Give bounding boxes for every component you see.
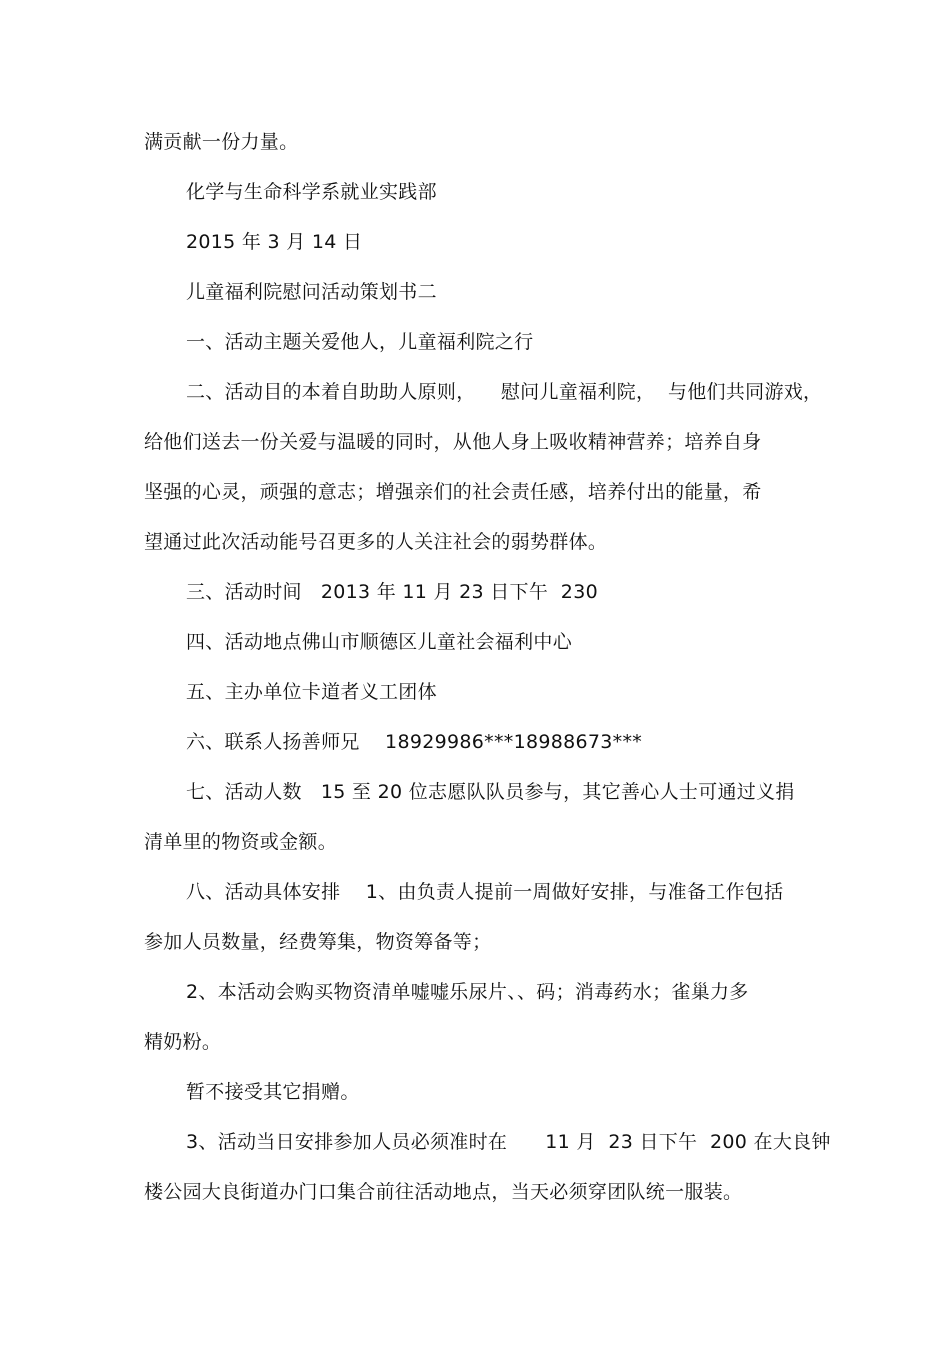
paragraph-line: 七、活动人数 15 至 20 位志愿队队员参与，其它善心人士可通过义捐 xyxy=(186,781,795,803)
paragraph-line: 坚强的心灵，顽强的意志；增强亲们的社会责任感，培养付出的能量，希 xyxy=(144,481,762,503)
paragraph-line: 四、活动地点佛山市顺德区儿童社会福利中心 xyxy=(186,631,573,653)
paragraph-line: 精奶粉。 xyxy=(144,1031,222,1053)
paragraph-line: 清单里的物资或金额。 xyxy=(144,831,338,853)
section-title: 儿童福利院慰问活动策划书二 xyxy=(186,281,437,303)
paragraph-line: 参加人员数量，经费筹集，物资筹备等； xyxy=(144,931,492,953)
signature-date: 2015 年 3 月 14 日 xyxy=(186,231,363,253)
paragraph-line: 给他们送去一份关爱与温暖的同时，从他人身上吸收精神营养；培养自身 xyxy=(144,431,762,453)
paragraph-line: 望通过此次活动能号召更多的人关注社会的弱势群体。 xyxy=(144,531,608,553)
paragraph-line: 五、主办单位卡道者义工团体 xyxy=(186,681,437,703)
paragraph-line: 六、联系人扬善师兄 18929986***18988673*** xyxy=(186,731,643,753)
paragraph-line: 八、活动具体安排 1、由负责人提前一周做好安排，与准备工作包括 xyxy=(186,881,784,903)
paragraph-line: 暂不接受其它捐赠。 xyxy=(186,1081,360,1103)
paragraph-line: 楼公园大良街道办门口集合前往活动地点，当天必须穿团队统一服装。 xyxy=(144,1181,743,1203)
paragraph-line: 3、活动当日安排参加人员必须准时在 11 月 23 日下午 200 在大良钟 xyxy=(186,1131,831,1153)
paragraph-line: 二、活动目的本着自助助人原则， 慰问儿童福利院， 与他们共同游戏， xyxy=(186,381,823,403)
paragraph-line: 满贡献一份力量。 xyxy=(144,131,299,153)
department-signature: 化学与生命科学系就业实践部 xyxy=(186,181,437,203)
paragraph-line: 一、活动主题关爱他人，儿童福利院之行 xyxy=(186,331,534,353)
paragraph-line: 2、本活动会购买物资清单嘘嘘乐尿片、、码；消毒药水；雀巢力多 xyxy=(186,981,749,1003)
paragraph-line: 三、活动时间 2013 年 11 月 23 日下午 230 xyxy=(186,581,598,603)
